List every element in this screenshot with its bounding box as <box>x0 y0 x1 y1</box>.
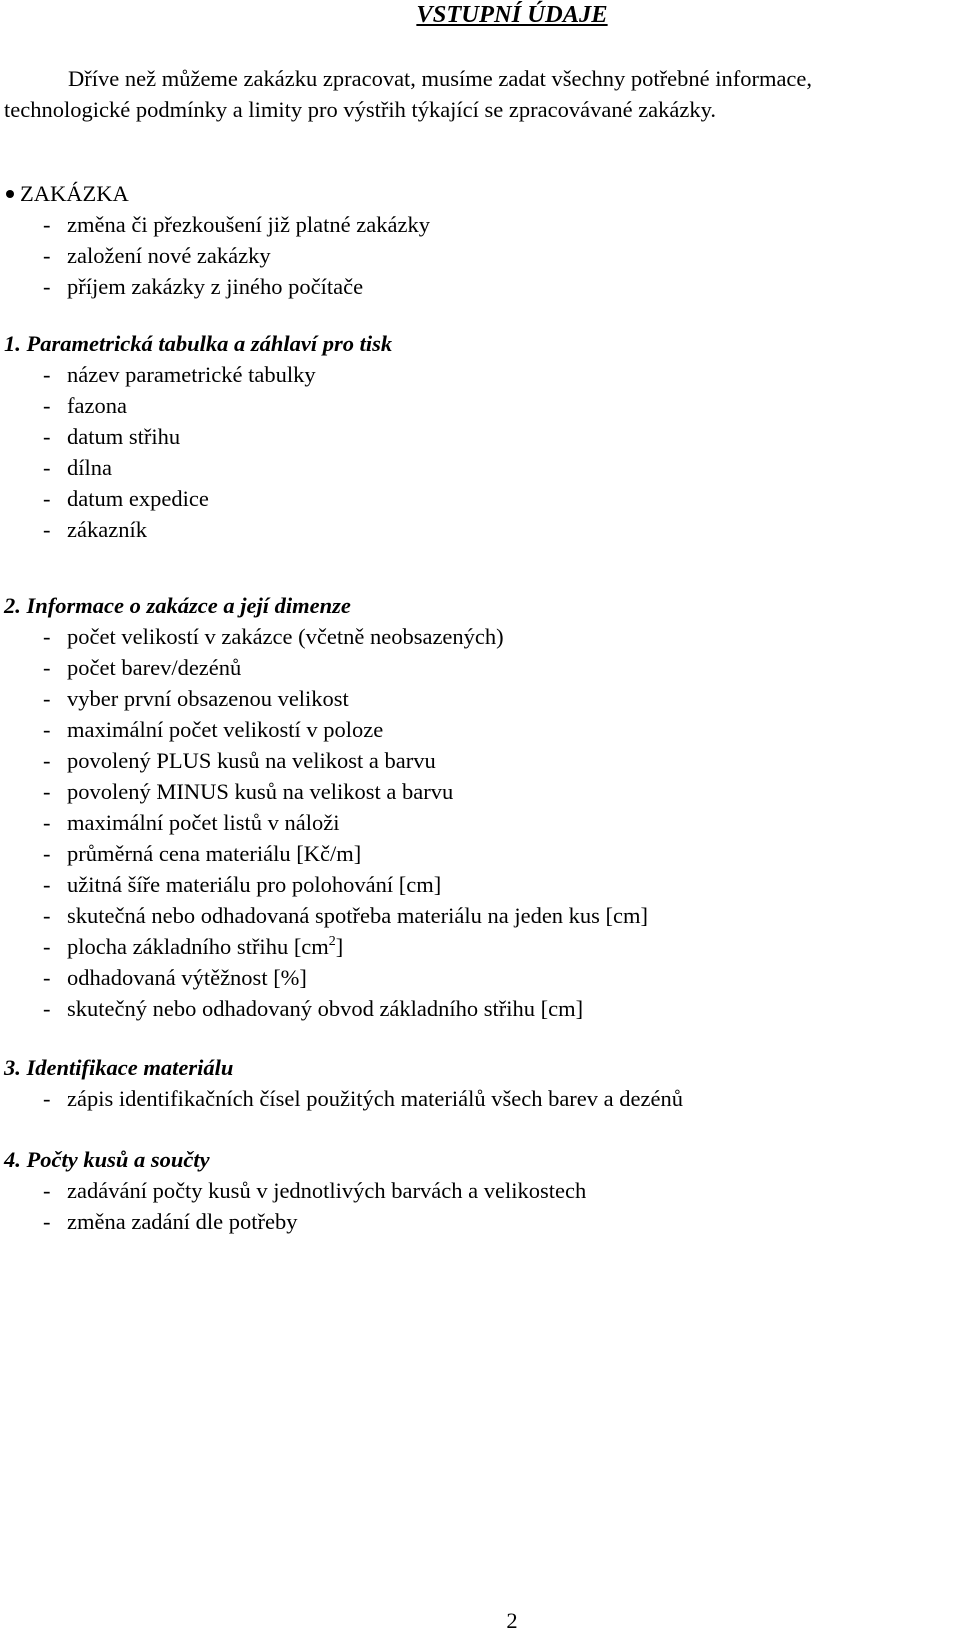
dash-marker: - <box>43 965 51 990</box>
list-item <box>4 714 648 745</box>
list-item-text: povolený PLUS kusů na velikost a barvu <box>67 748 436 773</box>
list-item <box>4 359 392 390</box>
list-item <box>4 993 648 1024</box>
section-heading-1: 1. Parametrická tabulka a záhlaví pro tisk <box>4 331 393 356</box>
list-item-text: příjem zakázky z jiného počítače <box>67 274 364 299</box>
intro-paragraph <box>4 63 812 125</box>
area-item-text: plocha základního střihu [cm <box>67 934 329 959</box>
section-heading-text: ZAKÁZKA <box>20 181 129 206</box>
dash-marker: - <box>43 934 51 959</box>
dash-marker: - <box>43 686 51 711</box>
list-item <box>4 514 392 545</box>
list-item <box>4 452 392 483</box>
dash-marker: - <box>43 393 51 418</box>
dash-marker: - <box>43 748 51 773</box>
list-item-text: změna zadání dle potřeby <box>67 1209 298 1234</box>
list-item-text: zadávání počty kusů v jednotlivých barvách a velikostech <box>67 1178 587 1203</box>
intro-line-1: Dříve než můžeme zakázku zpracovat, musíme zadat všechny potřebné informace, <box>68 66 813 91</box>
dash-marker: - <box>43 810 51 835</box>
list-item <box>4 421 392 452</box>
section-heading-4: 4. Počty kusů a součty <box>4 1147 210 1172</box>
list-item <box>4 390 392 421</box>
list-item-text: datum expedice <box>67 486 209 511</box>
section-4 <box>4 1144 586 1237</box>
dash-marker: - <box>43 274 51 299</box>
dash-marker: - <box>43 455 51 480</box>
dash-marker: - <box>43 872 51 897</box>
list-item-area <box>4 931 648 962</box>
dash-marker: - <box>43 624 51 649</box>
list-item <box>4 240 430 271</box>
list-item-text: skutečný nebo odhadovaný obvod základního střihu [cm] <box>67 996 584 1021</box>
dash-marker: - <box>43 1178 51 1203</box>
dash-marker: - <box>43 717 51 742</box>
list-item <box>4 869 648 900</box>
item-list <box>4 621 648 1024</box>
list-item <box>4 683 648 714</box>
list-item-text: fazona <box>67 393 127 418</box>
list-item <box>4 621 648 652</box>
list-item <box>4 1175 586 1206</box>
dash-marker: - <box>43 841 51 866</box>
list-item-text: maximální počet listů v náloži <box>67 810 340 835</box>
section-2 <box>4 590 648 1024</box>
bullet-icon <box>6 178 20 209</box>
page-number: 2 <box>506 1608 518 1633</box>
item-list <box>4 359 392 545</box>
item-list <box>4 1083 683 1114</box>
page-title: VSTUPNÍ ÚDAJE <box>416 1 608 28</box>
dash-marker: - <box>43 362 51 387</box>
list-item-text: povolený MINUS kusů na velikost a barvu <box>67 779 454 804</box>
list-item-text: název parametrické tabulky <box>67 362 316 387</box>
list-item-text: změna či přezkoušení již platné zakázky <box>67 212 430 237</box>
section-heading-2: 2. Informace o zakázce a její dimenze <box>4 593 351 618</box>
list-item <box>4 900 648 931</box>
dash-marker: - <box>43 996 51 1021</box>
dash-marker: - <box>43 212 51 237</box>
dash-marker: - <box>43 779 51 804</box>
area-item-superscript: 2 <box>328 934 336 949</box>
list-item-text: založení nové zakázky <box>67 243 271 268</box>
list-item <box>4 776 648 807</box>
list-item <box>4 807 648 838</box>
section-3 <box>4 1052 683 1114</box>
area-item-close: ] <box>335 934 344 959</box>
dash-marker: - <box>43 1086 51 1111</box>
list-item-text: datum střihu <box>67 424 181 449</box>
list-item-text: zápis identifikačních čísel použitých materiálů všech barev a dezénů <box>67 1086 683 1111</box>
list-item <box>4 962 648 993</box>
intro-line-2: technologické podmínky a limity pro výstřih týkající se zpracovávané zakázky. <box>4 97 717 122</box>
list-item-text: průměrná cena materiálu [Kč/m] <box>67 841 362 866</box>
dash-marker: - <box>43 655 51 680</box>
dash-marker: - <box>43 243 51 268</box>
dash-marker: - <box>43 486 51 511</box>
dash-marker: - <box>43 1209 51 1234</box>
item-list <box>4 1175 586 1237</box>
list-item-text: dílna <box>67 455 112 480</box>
section-heading-zakazka <box>4 178 430 209</box>
list-item-text: užitná šíře materiálu pro polohování [cm] <box>67 872 442 897</box>
list-item-text: skutečná nebo odhadovaná spotřeba materiálu na jeden kus [cm] <box>67 903 649 928</box>
dash-marker: - <box>43 424 51 449</box>
list-item <box>4 483 392 514</box>
list-item <box>4 838 648 869</box>
list-item-text: počet velikostí v zakázce (včetně neobsazených) <box>67 624 504 649</box>
list-item-text: vyber první obsazenou velikost <box>67 686 349 711</box>
item-list <box>4 209 430 302</box>
list-item <box>4 209 430 240</box>
section-zakazka <box>4 178 430 302</box>
list-item <box>4 271 430 302</box>
list-item-text: zákazník <box>67 517 147 542</box>
list-item <box>4 745 648 776</box>
list-item-text: odhadovaná výtěžnost [%] <box>67 965 307 990</box>
list-item <box>4 1206 586 1237</box>
list-item-text: počet barev/dezénů <box>67 655 242 680</box>
section-heading-3: 3. Identifikace materiálu <box>4 1055 234 1080</box>
list-item <box>4 652 648 683</box>
list-item <box>4 1083 683 1114</box>
dash-marker: - <box>43 517 51 542</box>
list-item-text: maximální počet velikostí v poloze <box>67 717 384 742</box>
dash-marker: - <box>43 903 51 928</box>
section-1 <box>4 328 392 545</box>
